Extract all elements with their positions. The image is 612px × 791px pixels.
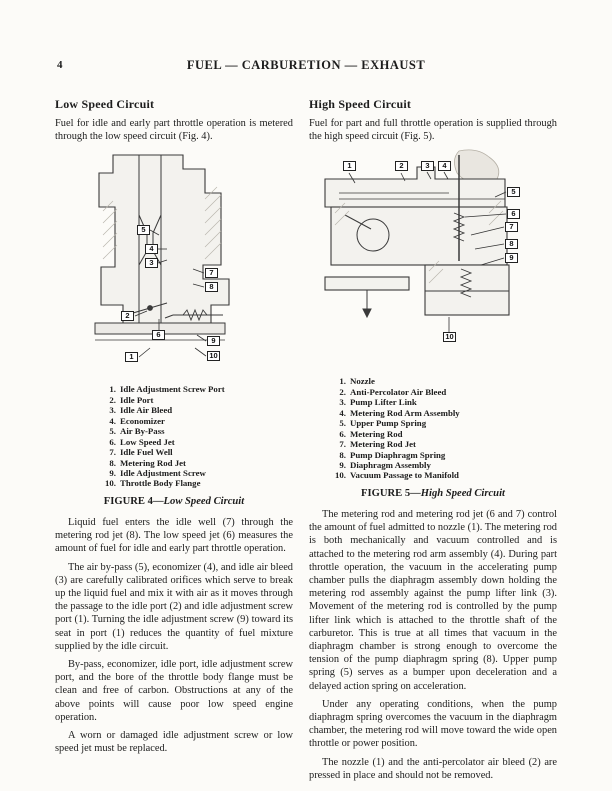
legend-item: 6. Low Speed Jet <box>109 436 175 447</box>
fig4-callout-6: 6 <box>152 330 165 340</box>
legend-item: 3. Idle Air Bleed <box>109 405 173 416</box>
fig5-callout-7: 7 <box>505 222 518 232</box>
figure-5-caption: FIGURE 5—High Speed Circuit <box>361 487 505 499</box>
figure-4-diagram <box>55 149 293 377</box>
section-title-low-speed: Low Speed Circuit <box>55 97 155 111</box>
left-column <box>55 97 293 787</box>
right-column <box>309 97 557 787</box>
legend-item: 8. Pump Diaphragm Spring <box>339 449 446 460</box>
two-column-layout <box>55 97 557 787</box>
page-header <box>55 58 557 76</box>
high-speed-paragraph-2: Under any operating conditions, when the pump diaphragm spring overcomes the vacuum in the diaphragm chamber, the metering rod will move toward the wide open throttle or power position. <box>309 698 557 750</box>
fig4-callout-5: 5 <box>137 225 150 235</box>
legend-item: 1. Nozzle <box>339 376 375 387</box>
high-speed-paragraph-3: The nozzle (1) and the anti-percolator air bleed (2) are pressed in place and should not be removed. <box>309 756 557 781</box>
fig5-callout-4: 4 <box>438 161 451 171</box>
fig5-callout-3: 3 <box>421 161 434 171</box>
figure-5-diagram <box>309 149 557 369</box>
figure-5 <box>309 149 557 499</box>
fig5-callout-9: 9 <box>505 253 518 263</box>
fig4-callout-10: 10 <box>207 351 220 361</box>
legend-item: 8. Metering Rod Jet <box>109 457 186 468</box>
legend-item: 4. Metering Rod Arm Assembly <box>339 407 460 418</box>
low-speed-paragraph-1: Liquid fuel enters the idle well (7) through the metering rod jet (8). The low speed jet (6) measures the amount of fuel for idle and early part throttle operation. <box>55 516 293 555</box>
legend-item: 6. Metering Rod <box>339 428 403 439</box>
legend-item: 9. Diaphragm Assembly <box>339 460 431 471</box>
high-speed-paragraph-1: The metering rod and metering rod jet (6 and 7) control the amount of fuel admitted to nozzle (1). The metering rod is both mechanically and vacuum controlled and is attached to the metering rod arm assembly (4). During part throttle operation, the vacuum in the accelerating pump chamber pulls the diaphragm assembly down holding the metering rod assembly against the pump lifter link (3). Movement of the metering rod is controlled by the pump lifter link which is attached to the throttle shaft of the carburetor. This is true at all times that vacuum in the diaphragm chamber is strong enough to overcome the tension of the pump diaphragm spring (8). Upper pump spring (5) serves as a bumper upon deceleration and a delayed action spring on acceleration. <box>309 508 557 692</box>
legend-item: 2. Idle Port <box>109 394 154 405</box>
high-speed-intro: Fuel for part and full throttle operation is supplied through the high speed circuit (Fig. 5). <box>309 118 557 143</box>
page-number: 4 <box>57 59 63 71</box>
legend-item: 4. Economizer <box>109 415 165 426</box>
figure-5-legend <box>329 376 557 481</box>
legend-item: 10. Throttle Body Flange <box>105 478 201 489</box>
legend-item: 5. Air By-Pass <box>109 426 165 437</box>
fig4-callout-8: 8 <box>205 282 218 292</box>
section-title-high-speed: High Speed Circuit <box>309 97 412 111</box>
legend-item: 9. Idle Adjustment Screw <box>109 468 206 479</box>
fig4-callout-2: 2 <box>121 311 134 321</box>
low-speed-circuit-drawing <box>55 149 293 377</box>
fig5-callout-8: 8 <box>505 239 518 249</box>
high-speed-circuit-drawing <box>309 149 557 369</box>
figure-4-legend <box>99 384 293 489</box>
fig5-callout-2: 2 <box>395 161 408 171</box>
low-speed-paragraph-4: A worn or damaged idle adjustment screw or low speed jet must be replaced. <box>55 729 293 755</box>
fig5-callout-1: 1 <box>343 161 356 171</box>
fig5-callout-5: 5 <box>507 187 520 197</box>
low-speed-intro: Fuel for idle and early part throttle operation is metered through the low speed circuit (Fig. 4). <box>55 118 293 143</box>
page-title: FUEL — CARBURETION — EXHAUST <box>186 58 426 72</box>
legend-item: 7. Metering Rod Jet <box>339 439 416 450</box>
low-speed-paragraph-2: The air by-pass (5), economizer (4), and idle air bleed (3) are carefully calibrated orifices which serve to break up the liquid fuel and mix it with air as it moves through the passage to the idle port (2) and idle adjustment screw port (1). Turning the idle adjustment screw (9) toward its seat in port (1) reduces the quantity of fuel mixture supplied by the idle circuit. <box>55 561 293 652</box>
legend-item: 2. Anti-Percolator Air Bleed <box>339 386 447 397</box>
fig4-callout-7: 7 <box>205 268 218 278</box>
legend-item: 3. Pump Lifter Link <box>339 397 417 408</box>
low-speed-paragraph-3: By-pass, economizer, idle port, idle adjustment screw port, and the bore of the throttle body flange must be clean and free of carbon. Obstructions at any of the above points will cause poor low speed engine operation. <box>55 658 293 723</box>
fig4-callout-4: 4 <box>145 244 158 254</box>
legend-item: 5. Upper Pump Spring <box>339 418 427 429</box>
fig4-callout-9: 9 <box>207 336 220 346</box>
fig5-callout-6: 6 <box>507 209 520 219</box>
legend-item: 7. Idle Fuel Well <box>109 447 173 458</box>
legend-item: 1. Idle Adjustment Screw Port <box>109 384 225 395</box>
figure-4 <box>55 149 293 507</box>
fig4-callout-3: 3 <box>145 258 158 268</box>
fig4-callout-1: 1 <box>125 352 138 362</box>
fig5-callout-10: 10 <box>443 332 456 342</box>
figure-4-caption: FIGURE 4—Low Speed Circuit <box>103 495 245 507</box>
legend-item: 10. Vacuum Passage to Manifold <box>335 470 459 481</box>
